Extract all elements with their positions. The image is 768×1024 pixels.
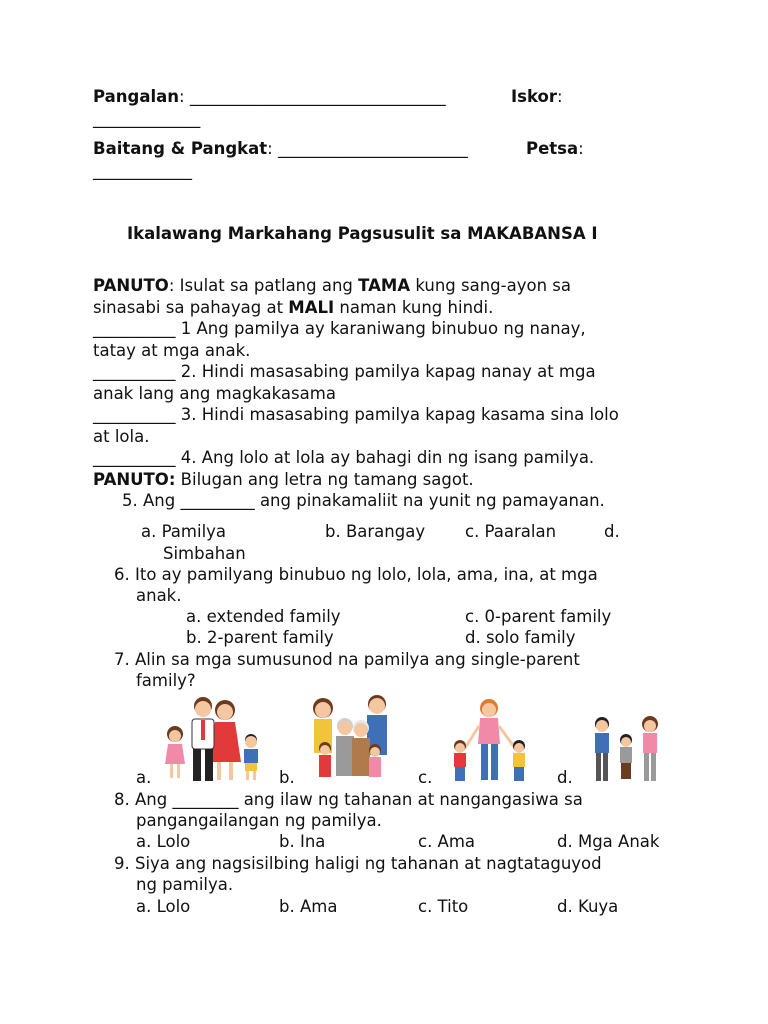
q7-option-b[interactable]: b. [279, 768, 295, 787]
item-text: 1 Ang pamilya ay karaniwang binubuo ng nanay, [175, 319, 586, 338]
q5-option-c[interactable]: c. Paaralan [465, 522, 557, 541]
name-blank[interactable]: _______________________________ [189, 87, 446, 106]
family-picture-b[interactable] [305, 692, 400, 784]
family-picture-d[interactable] [588, 714, 668, 784]
q9-option-c[interactable]: c. Tito [418, 897, 469, 916]
part1-directions-line2 [93, 297, 493, 319]
q9-option-a[interactable]: a. Lolo [136, 897, 191, 916]
q5-option-a[interactable]: a. Pamilya [141, 522, 227, 541]
directions-text-d: naman kung hindi. [334, 298, 494, 317]
item-text: 3. Hindi masasabing pamilya kapag kasama sina lolo [175, 405, 619, 424]
question-9-line1: 9. Siya ang nagsisilbing haligi ng tahanan at nagtataguyod [114, 854, 602, 873]
name-label: Pangalan [93, 87, 180, 106]
score-line: Iskor: [511, 87, 563, 106]
score-label: Iskor [511, 87, 557, 106]
item-1-line2: tatay at mga anak. [93, 341, 251, 360]
father-figure [192, 697, 214, 781]
grade-line: Baitang & Pangkat: _______________________ [93, 139, 468, 158]
score-blank[interactable]: _____________ [93, 109, 201, 128]
question-7-line1: 7. Alin sa mga sumusunod na pamilya ang single-parent [114, 650, 580, 669]
extended-family-figures [313, 695, 387, 777]
question-7-line2: family? [136, 671, 196, 690]
q9-option-b[interactable]: b. Ama [279, 897, 338, 916]
q5-option-b[interactable]: b. Barangay [325, 522, 426, 541]
page-title: Ikalawang Markahang Pagsusulit sa MAKABANSA I [127, 224, 598, 243]
answer-blank[interactable]: __________ [93, 405, 176, 424]
grade-blank[interactable]: _______________________ [277, 139, 468, 158]
question-6-line1: 6. Ito ay pamilyang binubuo ng lolo, lola, ama, ina, at mga [114, 565, 598, 584]
single-mother-figures [454, 699, 525, 781]
q8-option-b[interactable]: b. Ina [279, 832, 326, 851]
part2-directions-text: Bilugan ang letra ng tamang sagot. [175, 470, 474, 489]
date-label: Petsa [526, 139, 579, 158]
item-3-line2: at lola. [93, 427, 150, 446]
girl-figure [165, 726, 185, 778]
question-9-line2: ng pamilya. [136, 875, 234, 894]
answer-blank[interactable]: __________ [93, 448, 176, 467]
item-2-line1 [93, 361, 596, 383]
question-6-line2: anak. [136, 586, 182, 605]
q5-option-d[interactable]: d. [604, 522, 620, 541]
grade-label: Baitang & Pangkat [93, 139, 268, 158]
q7-option-a[interactable]: a. [136, 768, 152, 787]
question-8-line2: pangangailangan ng pamilya. [136, 811, 382, 830]
q7-option-d[interactable]: d. [557, 768, 573, 787]
directions-text-c: sinasabi sa pahayag at [93, 298, 289, 317]
family-picture-a[interactable] [155, 692, 275, 784]
q8-option-a[interactable]: a. Lolo [136, 832, 191, 851]
q6-option-b[interactable]: b. 2-parent family [186, 628, 334, 647]
item-text: 4. Ang lolo at lola ay bahagi din ng isang pamilya. [175, 448, 595, 467]
item-text: 2. Hindi masasabing pamilya kapag nanay at mga [175, 362, 596, 381]
mali-keyword: MALI [288, 298, 335, 317]
tama-keyword: TAMA [358, 276, 411, 295]
part1-directions-label: PANUTO [93, 276, 169, 295]
q5-option-d-text: Simbahan [163, 544, 246, 563]
question-5: 5. Ang _________ ang pinakamaliit na yunit ng pamayanan. [122, 491, 605, 510]
item-3-line1 [93, 404, 619, 426]
q8-option-c[interactable]: c. Ama [418, 832, 476, 851]
item-1-line1 [93, 318, 586, 340]
boy-figure [244, 734, 258, 780]
item-4-line1 [93, 447, 594, 469]
family-picture-c[interactable] [445, 696, 535, 784]
q8-option-d[interactable]: d. Mga Anak [557, 832, 660, 851]
part2-directions [93, 469, 474, 491]
part1-directions-line1 [93, 275, 571, 297]
directions-text-b: kung sang-ayon sa [410, 276, 571, 295]
date-line: Petsa: [526, 139, 584, 158]
answer-blank[interactable]: __________ [93, 319, 176, 338]
answer-blank[interactable]: __________ [93, 362, 176, 381]
date-blank[interactable]: ____________ [93, 161, 192, 180]
name-line: Pangalan: _______________________________ [93, 87, 446, 106]
part2-directions-label: PANUTO: [93, 470, 176, 489]
directions-text-a: : Isulat sa patlang ang [168, 276, 359, 295]
q6-option-c[interactable]: c. 0-parent family [465, 607, 612, 626]
q6-option-d[interactable]: d. solo family [465, 628, 576, 647]
two-parent-family-figures [595, 716, 658, 781]
q6-option-a[interactable]: a. extended family [186, 607, 341, 626]
q7-option-c[interactable]: c. [418, 768, 433, 787]
item-2-line2: anak lang ang magkakasama [93, 384, 336, 403]
q9-option-d[interactable]: d. Kuya [557, 897, 619, 916]
question-8-line1: 8. Ang ________ ang ilaw ng tahanan at nangangasiwa sa [114, 790, 583, 809]
